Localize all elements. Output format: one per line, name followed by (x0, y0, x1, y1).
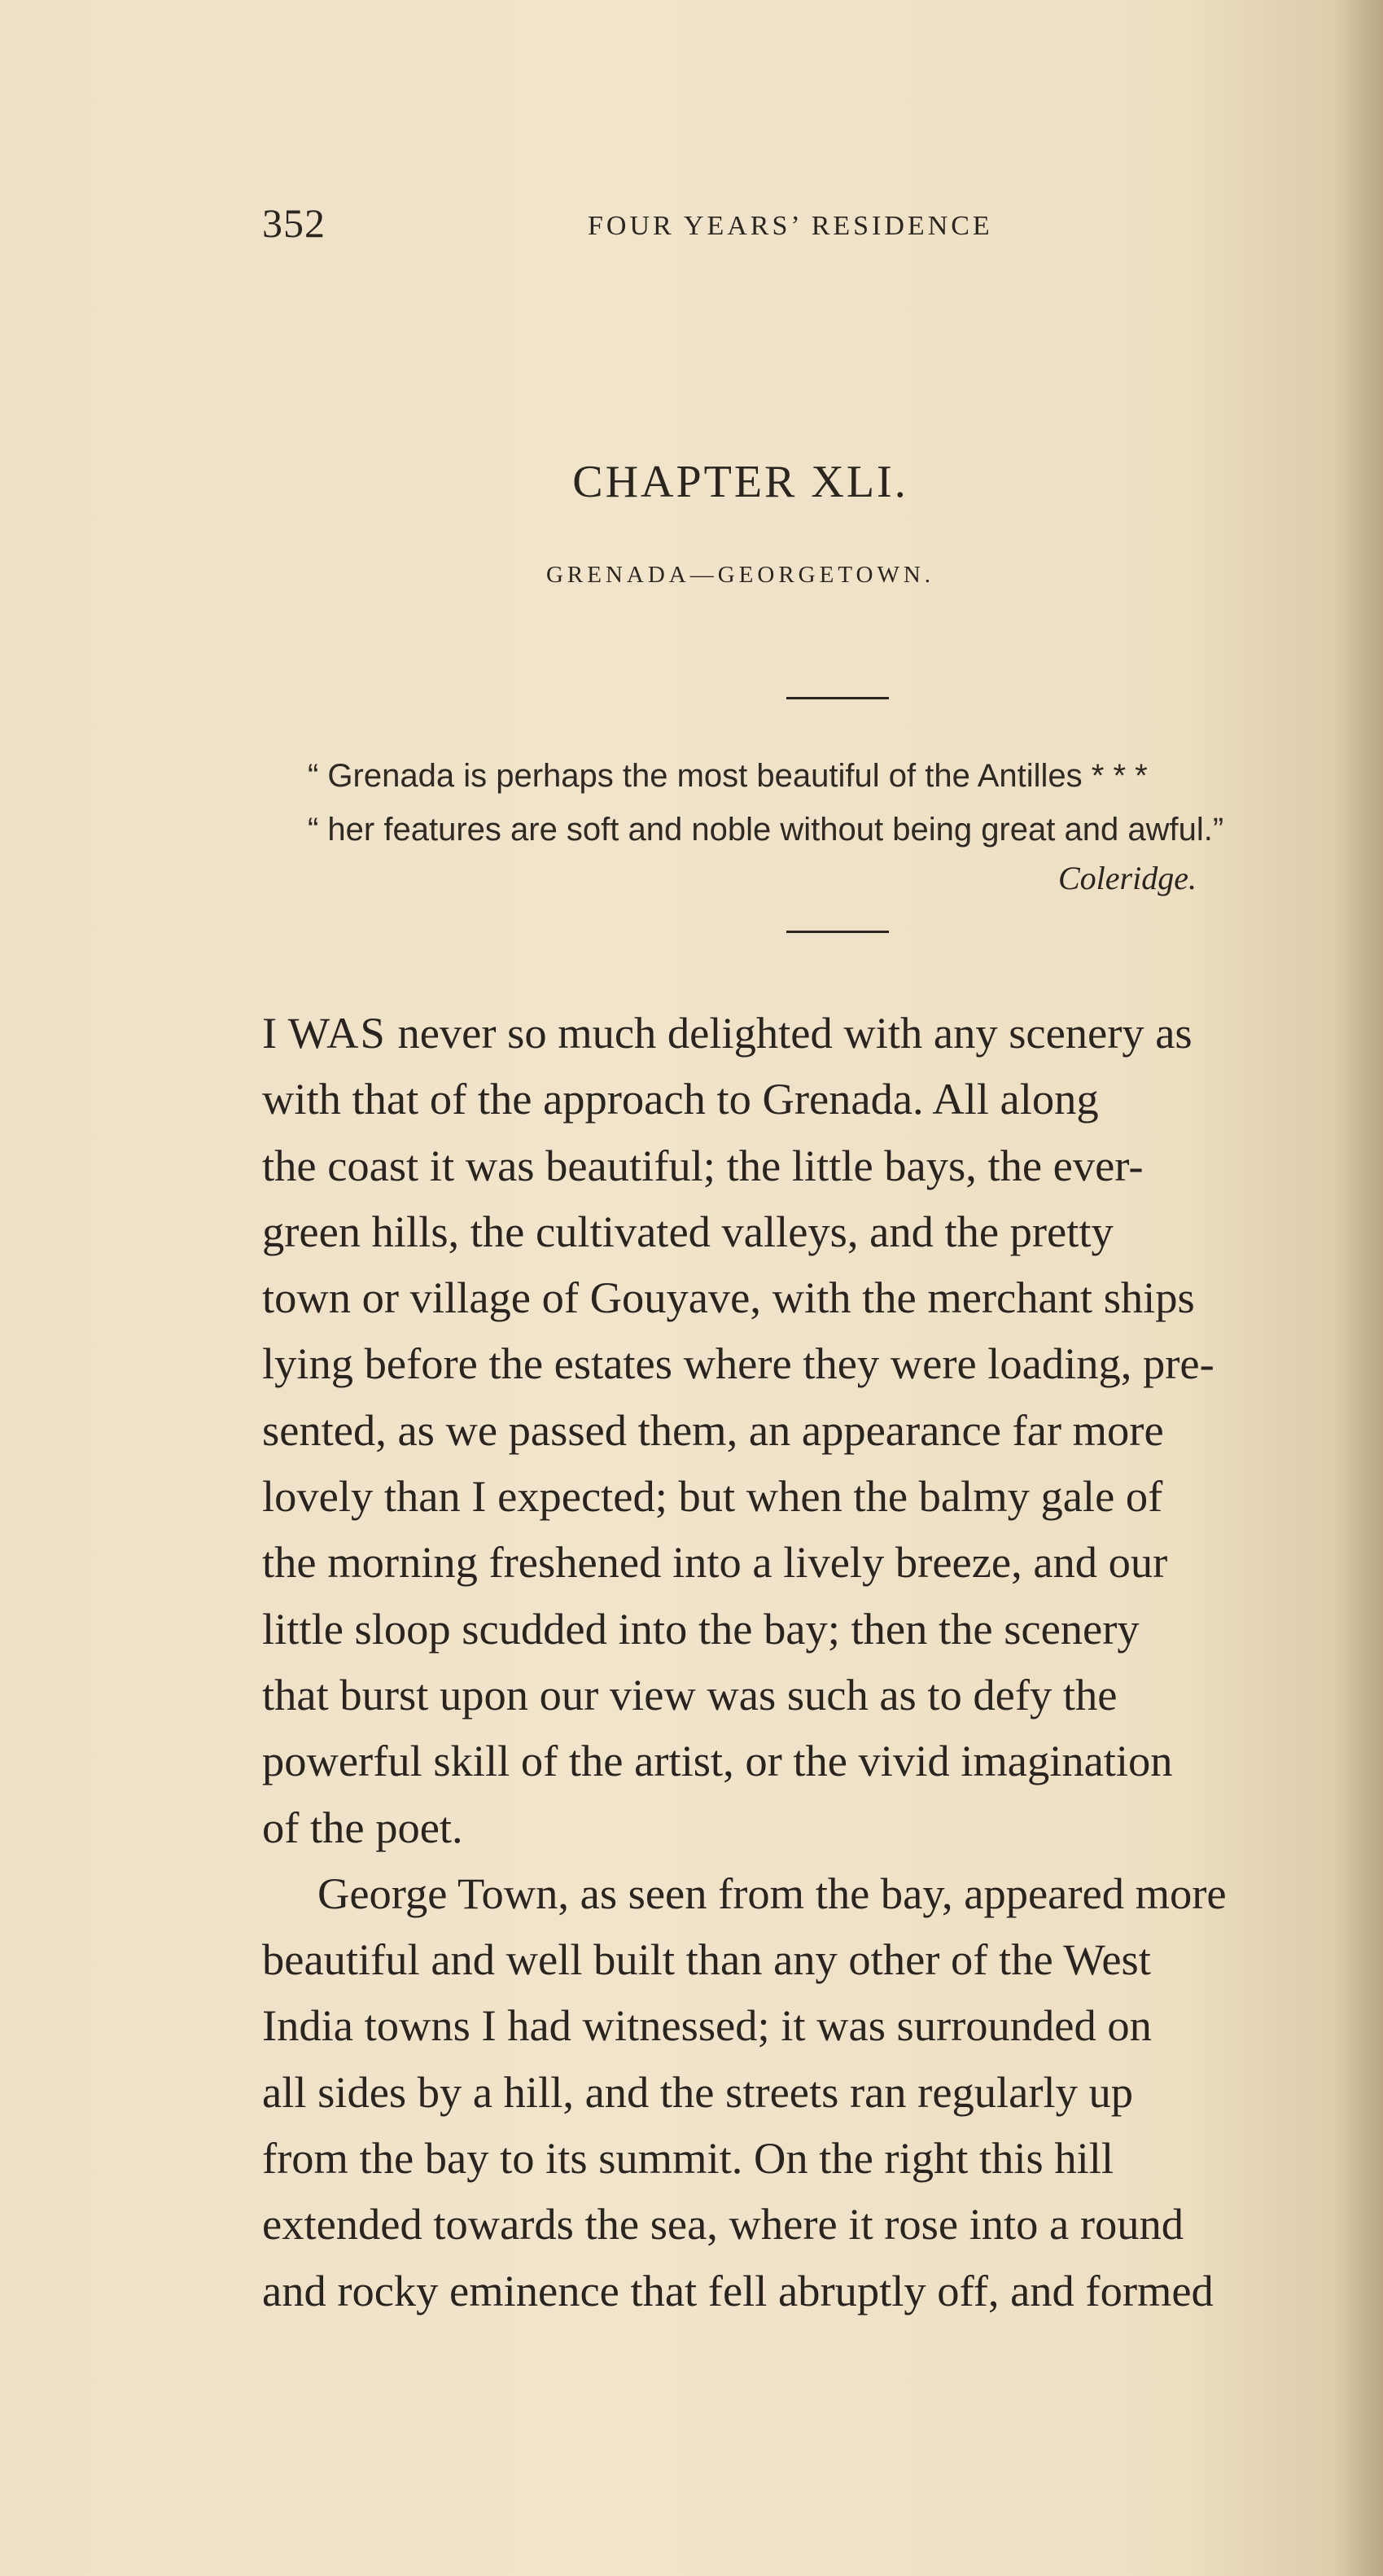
paragraph-line: India towns I had witnessed; it was surrounded on (262, 2000, 1152, 2051)
paragraph-line: the coast it was beautiful; the little bays, the ever- (262, 1140, 1144, 1190)
paragraph-line: with that of the approach to Grenada. All along (262, 1074, 1099, 1124)
epigraph (308, 749, 1358, 856)
running-title: FOUR YEARS’ RESIDENCE (588, 211, 993, 241)
divider-rule-bottom (786, 931, 889, 933)
body-text (262, 1000, 1348, 2324)
paragraph-line: and rocky eminence that fell abruptly off, and formed (262, 2265, 1214, 2315)
paragraph-line: the morning freshened into a lively breeze, and our (262, 1537, 1168, 1588)
paragraph-line: that burst upon our view was such as to defy the (262, 1669, 1118, 1720)
paragraph-line: lying before the estates where they were loading, pre- (262, 1338, 1215, 1389)
paragraph-line: sented, as we passed them, an appearance far more (262, 1404, 1164, 1455)
lead-smallcaps: WAS (287, 1008, 387, 1058)
running-head (262, 199, 1092, 256)
page-number: 352 (262, 200, 326, 246)
epigraph-line: “ her features are soft and noble without being great and awful.” (308, 812, 1224, 848)
paragraph-line: all sides by a hill, and the streets ran regularly up (262, 2066, 1134, 2117)
epigraph-line: “ Grenada is perhaps the most beautiful of the Antilles * * * (308, 758, 1148, 794)
chapter-title: CHAPTER XLI. (572, 457, 908, 507)
paragraph-line: little sloop scudded into the bay; then the scenery (262, 1603, 1140, 1654)
paragraph-line: green hills, the cultivated valleys, and the pretty (262, 1206, 1114, 1256)
paragraph-line: extended towards the sea, where it rose into a round (262, 2199, 1184, 2250)
first-line-rest: never so much delighted with any scenery as (386, 1008, 1193, 1058)
chapter-subtitle: GRENADA—GEORGETOWN. (545, 562, 935, 588)
drop-word: I (262, 1008, 288, 1058)
paragraph-line: powerful skill of the artist, or the vivid imagination (262, 1736, 1173, 1786)
paragraph-line: beautiful and well built than any other of the West (262, 1934, 1151, 1985)
paragraph-line: lovely than I expected; but when the balmy gale of (262, 1471, 1163, 1522)
paragraph-line: of the poet. (262, 1802, 463, 1852)
epigraph-attribution: Coleridge. (1058, 860, 1197, 896)
paragraph-line: town or village of Gouyave, with the merchant ships (262, 1273, 1195, 1323)
paragraph-line: George Town, as seen from the bay, appeared more (317, 1868, 1227, 1918)
paragraph-line: from the bay to its summit. On the right this hill (262, 2133, 1114, 2184)
paragraph-line (262, 1000, 1348, 1066)
divider-rule-top (786, 697, 889, 699)
